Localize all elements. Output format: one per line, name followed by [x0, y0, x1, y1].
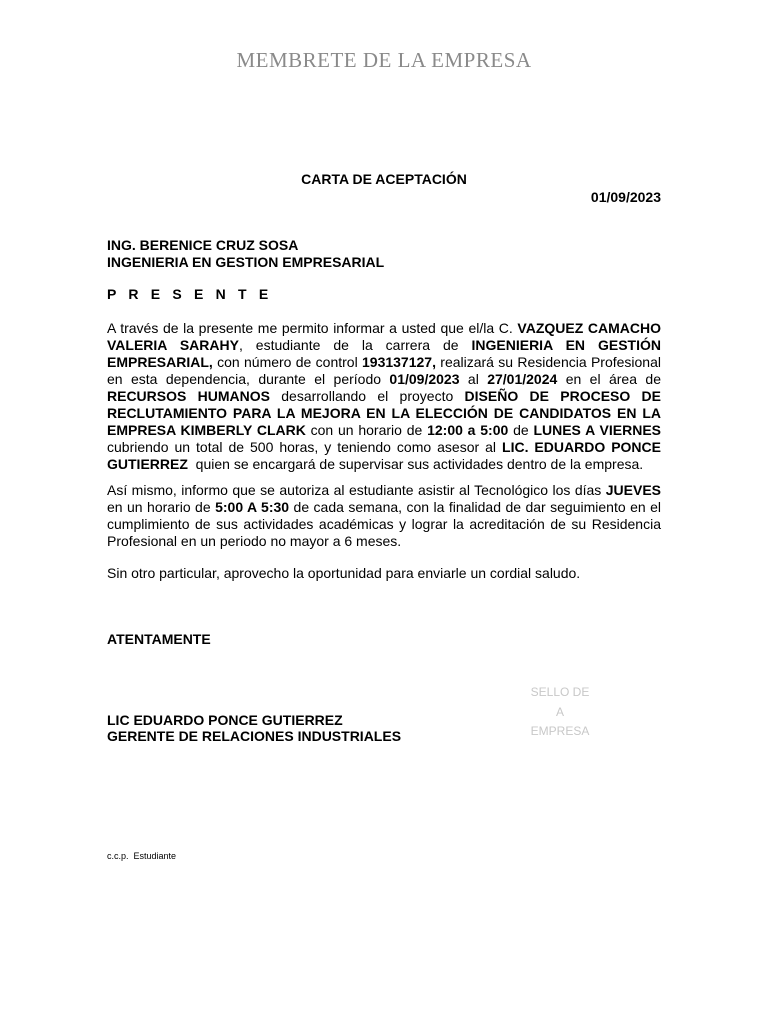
project-name: DISEÑO DE PROCESO DE RECLUTAMIENTO PARA LA MEJORA EN LA ELECCIÓN DE CANDIDATOS EN LA EMPRESA KIMBERLY CLARK — [107, 388, 661, 438]
control-number: 193137127, — [362, 354, 436, 370]
end-date: 27/01/2024 — [487, 371, 558, 387]
paragraph-farewell: Sin otro particular, aprovecho la oportunidad para enviarle un cordial saludo. — [107, 565, 581, 581]
signer-block — [107, 712, 401, 744]
closing: ATENTAMENTE — [107, 631, 211, 647]
attendance-day: JUEVES — [605, 482, 661, 498]
p1-text-9: de — [508, 422, 534, 438]
p1-text-1: A través de la presente me permito informar a usted que el/la C. — [107, 320, 518, 336]
carbon-copy-note: c.c.p. Estudiante — [107, 851, 177, 861]
seal-line-2: A — [555, 704, 564, 719]
p1-text-3: con número de control — [212, 354, 362, 370]
paragraph-authorization — [107, 482, 661, 550]
seal-line-1: SELLO DE — [530, 685, 590, 699]
p1-text-2: , estudiante de la carrera de — [238, 337, 472, 353]
seal-line-3: EMPRESA — [530, 724, 590, 738]
letterhead: MEMBRETE DE LA EMPRESA — [236, 48, 532, 72]
start-date: 01/09/2023 — [389, 371, 460, 387]
p2-text-2: en un horario de — [107, 499, 216, 515]
signer-position: GERENTE DE RELACIONES INDUSTRIALES — [107, 728, 402, 744]
company-seal-placeholder — [500, 683, 620, 742]
p2-text-3: de cada semana, con la finalidad de dar seguimiento en el cumplimiento de sus actividades académicas y lograr la acreditación de su Residencia Profesional en un periodo no mayor a 6 meses. — [107, 499, 661, 549]
p1-text-8: con un horario de — [305, 422, 428, 438]
student-name: VAZQUEZ CAMACHO VALERIA SARAHY — [107, 320, 661, 353]
recipient-program: INGENIERIA EN GESTION EMPRESARIAL — [107, 254, 385, 270]
advisor-name: LIC. EDUARDO PONCE GUTIERREZ — [107, 439, 661, 472]
p1-text-11: quien se encargará de supervisar sus actividades dentro de la empresa. — [187, 456, 644, 472]
work-days: LUNES A VIERNES — [533, 422, 661, 438]
recipient-block — [107, 237, 384, 271]
signer-name: LIC EDUARDO PONCE GUTIERREZ — [107, 712, 343, 728]
career-name: INGENIERIA EN GESTIÓN EMPRESARIAL, — [107, 337, 661, 370]
salutation: P R E S E N T E — [107, 286, 273, 302]
document-title: CARTA DE ACEPTACIÓN — [301, 171, 467, 187]
document-date: 01/09/2023 — [590, 189, 661, 205]
attendance-time: 5:00 A 5:30 — [215, 499, 290, 515]
p1-text-4: realizará su Residencia Profesional en esta dependencia, durante el período — [107, 354, 661, 387]
work-schedule: 12:00 a 5:00 — [427, 422, 509, 438]
recipient-name: ING. BERENICE CRUZ SOSA — [107, 237, 299, 253]
p1-text-7: desarrollando el proyecto — [269, 388, 465, 404]
p1-text-5: al — [459, 371, 488, 387]
area-name: RECURSOS HUMANOS — [107, 388, 270, 404]
p1-text-10: cubriendo un total de 500 horas, y teniendo como asesor al — [107, 439, 503, 455]
paragraph-acceptance — [107, 320, 661, 473]
p2-text-1: Así mismo, informo que se autoriza al estudiante asistir al Tecnológico los días — [107, 482, 606, 498]
p1-text-6: en el área de — [557, 371, 661, 387]
